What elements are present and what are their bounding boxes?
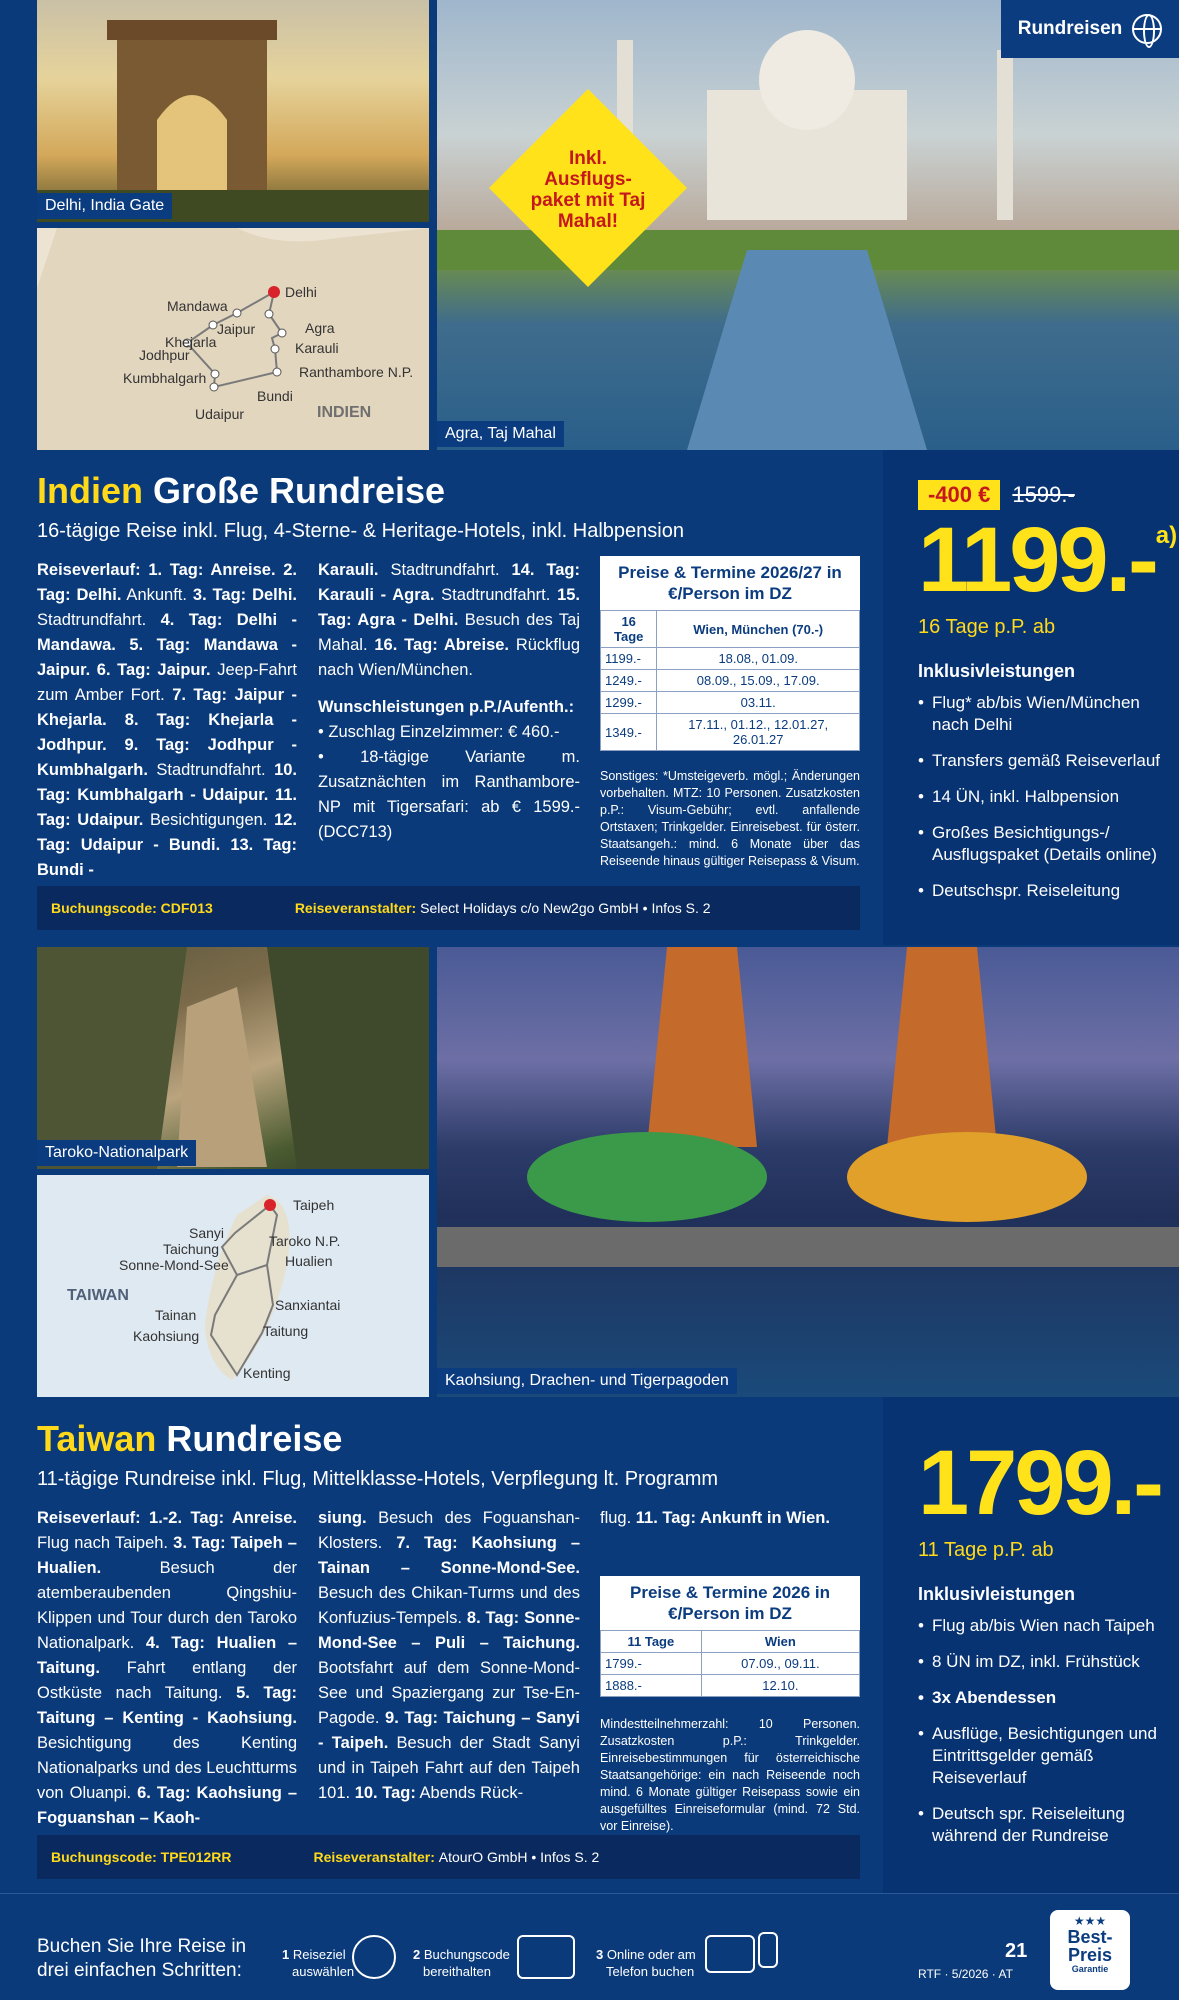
list-item: • Zuschlag Einzelzimmer: € 460.- [318, 723, 560, 741]
india-itinerary-col1: Reiseverlauf: 1. Tag: Anreise. 2. Tag: Delhi. Ankunft. 3. Tag: Delhi. Stadtrundfahrt. 4. Tag: Delhi - Mandawa. 5. Tag: Mandawa - Jaipur. 6. Tag: Jaipur. Jeep-Fahrt zum Amber Fort. 7. Tag: Jaipur - Khejarla. 8. Tag: Khejarla - Jodhpur. 9. Tag: Jodhpur - Kumbhalgarh. Stadtrundfahrt. 10. Tag: Kumbhalgarh - Udaipur. 11. Tag: Udaipur. Besichtigungen. 12. Tag: Udaipur - Bundi. 13. Tag: Bundi - [37, 561, 297, 879]
taiwan-price-table: Preise & Termine 2026 in €/Person im DZ 11 Tage Wien 1799.- 07.09., 09.11. 1888.- 12.10. [600, 1576, 860, 1697]
india-price: 1199.-$^{a)}$ [918, 509, 1178, 611]
india-price-panel [883, 450, 1179, 945]
taiwan-itinerary-col3: flug. 11. Tag: Ankunft in Wien. [600, 1509, 830, 1527]
india-old-price: 1599.- [1012, 482, 1075, 507]
india-incl-heading: Inklusivleistungen [918, 661, 1076, 681]
india-title: Indien Große Rundreise [37, 470, 446, 511]
map-label-delhi: Delhi [285, 284, 317, 300]
map-label-ranthambore: Ranthambore N.P. [299, 364, 414, 380]
map-label-taichung: Taichung [163, 1241, 220, 1257]
table-row: 1299.- 03.11. [601, 692, 860, 714]
india-booking-bar: Buchungscode: CDF013 Reiseveranstalter: Select Holidays c/o New2go GmbH • Infos S. 2 [37, 886, 860, 930]
laptop-icon [705, 1935, 755, 1973]
india-subtitle: 16-tägige Reise inkl. Flug, 4-Sterne- & Heritage-Hotels, inkl. Halbpension [37, 520, 684, 542]
map-label-taitung: Taitung [263, 1323, 309, 1339]
map-label-karauli: Karauli [295, 340, 339, 356]
taiwan-operator: AtourO GmbH • Infos S. 2 [438, 1849, 600, 1865]
pagoda-caption: Kaohsiung, Drachen- und Tigerpagoden [437, 1368, 737, 1394]
category-badge [1001, 0, 1179, 58]
list-item: • Ausflüge, Besichtigungen und Eintrittsgelder gemäß Reiseverlauf [918, 1723, 1179, 1789]
india-incl-list [918, 692, 1179, 902]
taiwan-itinerary-col2: siung. Besuch des Foguanshan-Klosters. 7. Tag: Kaohsiung – Tainan – Sonne-Mond-See. Besuch des Chikan-Turms und des Konfuzius-Tempels. 8. Tag: Sonne-Mond-See – Puli – Taichung. Bootsfahrt auf dem Sonne-Mond-See und Spaziergang zur Tse-En-Pagode. 9. Tag: Taichung – Sanyi - Taipeh. Besuch der Stadt Sanyi und in Taipeh Fahrt auf den Taipeh 101. 10. Tag: Abends Rück- [318, 1509, 580, 1802]
globe-icon [1132, 14, 1162, 44]
footer-intro: Buchen Sie Ihre Reise in drei einfachen Schritten: [37, 1936, 247, 1981]
table-row: 1888.- 12.10. [601, 1675, 860, 1697]
table-title: Preise & Termine 2026/27 in €/Person im DZ [618, 563, 842, 603]
taiwan-price: 1799.- [918, 1432, 1161, 1534]
india-route-map [37, 228, 429, 450]
map-label-khejarla: Khejarla [165, 334, 217, 350]
taiwan-days: 11 Tage p.P. ab [918, 1539, 1054, 1561]
list-item: • Großes Besichtigungs-/ Ausflugspaket (Details online) [918, 822, 1179, 866]
table-row: 1349.- 17.11., 01.12., 12.01.27, 26.01.27 [601, 714, 860, 751]
taiwan-notes: Mindestteilnehmerzahl: 10 Personen. Zusatzkosten p.P.: Trinkgelder. Einreisebestimmungen für österreichische Staatsangehörige: ein nach Reiseende noch mind. 6 Monate gültiger Reisepass sowie ein ausgefülltes Einreiseformular (mind. 72 Std. vor Einreise). [600, 1717, 860, 1833]
book-icon [517, 1935, 575, 1979]
table-row: 1249.- 08.09., 15.09., 17.09. [601, 670, 860, 692]
list-item: • Deutschspr. Reiseleitung [918, 880, 1179, 902]
phone-icon [758, 1932, 778, 1968]
list-item: • Deutsch spr. Reiseleitung während der Rundreise [918, 1803, 1179, 1847]
list-item: • Transfers gemäß Reiseverlauf [918, 750, 1179, 772]
india-discount: -400 € [918, 480, 1000, 510]
map-label-bundi: Bundi [257, 388, 293, 404]
step-2-label: 2 Buchungscode bereithalten [413, 1947, 510, 1979]
india-days: 16 Tage p.P. ab [918, 616, 1056, 638]
taiwan-itinerary-col1: Reiseverlauf: 1.-2. Tag: Anreise. Flug nach Taipeh. 3. Tag: Taipeh – Hualien. Besuch der atemberaubenden Qingshiu-Klippen und Tour durch den Taroko Nationalpark. 4. Tag: Hualien – Taitung. Fahrt entlang der Ostküste nach Taitung. 5. Tag: Taitung – Kenting - Kaohsiung. Besichtigung des Kenting Nationalparks und des Leuchtturms von Oluanpi. 6. Tag: Kaohsiung – Foguanshan – Kaoh- [37, 1509, 298, 1827]
taiwan-title: Taiwan Rundreise [37, 1418, 343, 1459]
table-title: Preise & Termine 2026 in €/Person im DZ [629, 1583, 830, 1623]
india-booking-code: CDF013 [160, 900, 213, 916]
page-number: 21 [1005, 1940, 1028, 1962]
map-label-jodhpur: Jodhpur [139, 347, 190, 363]
list-item: • 14 ÜN, inkl. Halbpension [918, 786, 1179, 808]
table-row: 1799.- 07.09., 09.11. [601, 1653, 860, 1675]
map-label-tainan: Tainan [155, 1307, 197, 1323]
taiwan-route-map [37, 1175, 429, 1397]
list-item: • 3x Abendessen [918, 1687, 1179, 1709]
map-label-udaipur: Udaipur [195, 406, 245, 422]
india-operator: Select Holidays c/o New2go GmbH • Infos S. 2 [420, 900, 711, 916]
map-label-sanyi: Sanyi [189, 1225, 225, 1241]
map-label-jaipur: Jaipur [217, 321, 256, 337]
taiwan-subtitle: 11-tägige Rundreise inkl. Flug, Mittelklasse-Hotels, Verpflegung lt. Programm [37, 1468, 719, 1490]
india-itinerary-col2: Karauli. Stadtrundfahrt. 14. Tag: Karauli - Agra. Stadtrundfahrt. 15. Tag: Agra - Delhi. Besuch des Taj Mahal. 16. Tag: Abreise. Rückflug nach Wien/München. Wunschleistungen p.P./Aufenth.: • Zuschlag Einzelzimmer: € 460.- • 18-tägige Variante m. Zusatznächten im Ranthambore-NP mit Tigersafari: ab € 1599.- (DCC713) [318, 558, 580, 845]
taiwan-price-panel [883, 1397, 1179, 1893]
taj-mahal-caption: Agra, Taj Mahal [437, 421, 564, 447]
page-ref: RTF · 5/2026 · AT [918, 1967, 1013, 1981]
pagoda-photo [437, 947, 1179, 1397]
list-item: • Flug ab/bis Wien nach Taipeh [918, 1615, 1179, 1637]
step-1-label: 1 Reiseziel auswählen [282, 1947, 355, 1979]
taroko-caption: Taroko-Nationalpark [37, 1140, 196, 1166]
taiwan-booking-code: TPE012RR [160, 1849, 232, 1865]
taroko-photo [37, 947, 429, 1169]
map-country-label: TAIWAN [67, 1287, 129, 1304]
category-label: Rundreisen [1017, 18, 1123, 39]
map-label-agra: Agra [305, 320, 335, 336]
map-label-mandawa: Mandawa [167, 298, 228, 314]
india-gate-caption: Delhi, India Gate [37, 193, 172, 219]
step-3-label: 3 Online oder am Telefon buchen [596, 1947, 696, 1979]
taiwan-incl-heading: Inklusivleistungen [918, 1584, 1076, 1604]
list-item: • 18-tägige Variante m. Zusatznächten im Ranthambore-NP mit Tigersafari: ab € 1599.- (DCC713) [318, 748, 580, 841]
table-row: 1199.- 18.08., 01.09. [601, 648, 860, 670]
map-label-sanxiantai: Sanxiantai [275, 1297, 341, 1313]
map-label-kumbhalgarh: Kumbhalgarh [123, 370, 207, 386]
map-label-sonne-mond-see: Sonne-Mond-See [119, 1257, 229, 1273]
map-label-kaohsiung: Kaohsiung [133, 1328, 200, 1344]
map-country-label: INDIEN [317, 404, 372, 421]
map-label-taipeh: Taipeh [293, 1197, 335, 1213]
map-label-hualien: Hualien [285, 1253, 333, 1269]
list-item: • 8 ÜN im DZ, inkl. Frühstück [918, 1651, 1179, 1673]
india-wunsch-heading: Wunschleistungen p.P./Aufenth.: [318, 698, 575, 716]
india-price-table: Preise & Termine 2026/27 in €/Person im DZ 16 Tage Wien, München (70.-) 1199.- 18.08., 01.09. 1249.- 08.09., 15.09., 17.09. 1299.- 03.11. 1349.- 17.11., 01.12., 12.01.27, 26.01.27 [600, 556, 860, 751]
list-item: • Flug* ab/bis Wien/München nach Delhi [918, 692, 1179, 736]
india-gate-photo [37, 0, 429, 222]
india-notes: Sonstiges: *Umsteigeverb. mögl.; Änderungen vorbehalten. MTZ: 10 Personen. Zusatzkosten p.P.: Visum-Gebühr; evtl. anfallende Ortstaxen; Trinkgelder. Einreisebest. für österr. Staatsangeh.: mind. 6 Monate über das Reiseende hinaus gültiger Reisepass & Visum. [600, 769, 860, 868]
globe-icon [352, 1935, 396, 1979]
map-label-kenting: Kenting [243, 1365, 291, 1381]
taiwan-incl-list [918, 1615, 1179, 1847]
bestpreis-seal: ★★★ Best- Preis Garantie [1050, 1910, 1130, 1990]
map-label-taroko: Taroko N.P. [269, 1233, 341, 1249]
taiwan-booking-bar: Buchungscode: TPE012RR Reiseveranstalter: AtourO GmbH • Infos S. 2 [37, 1835, 860, 1879]
promo-text: Inkl. Ausflugs- paket mit Taj Mahal! [530, 148, 646, 232]
